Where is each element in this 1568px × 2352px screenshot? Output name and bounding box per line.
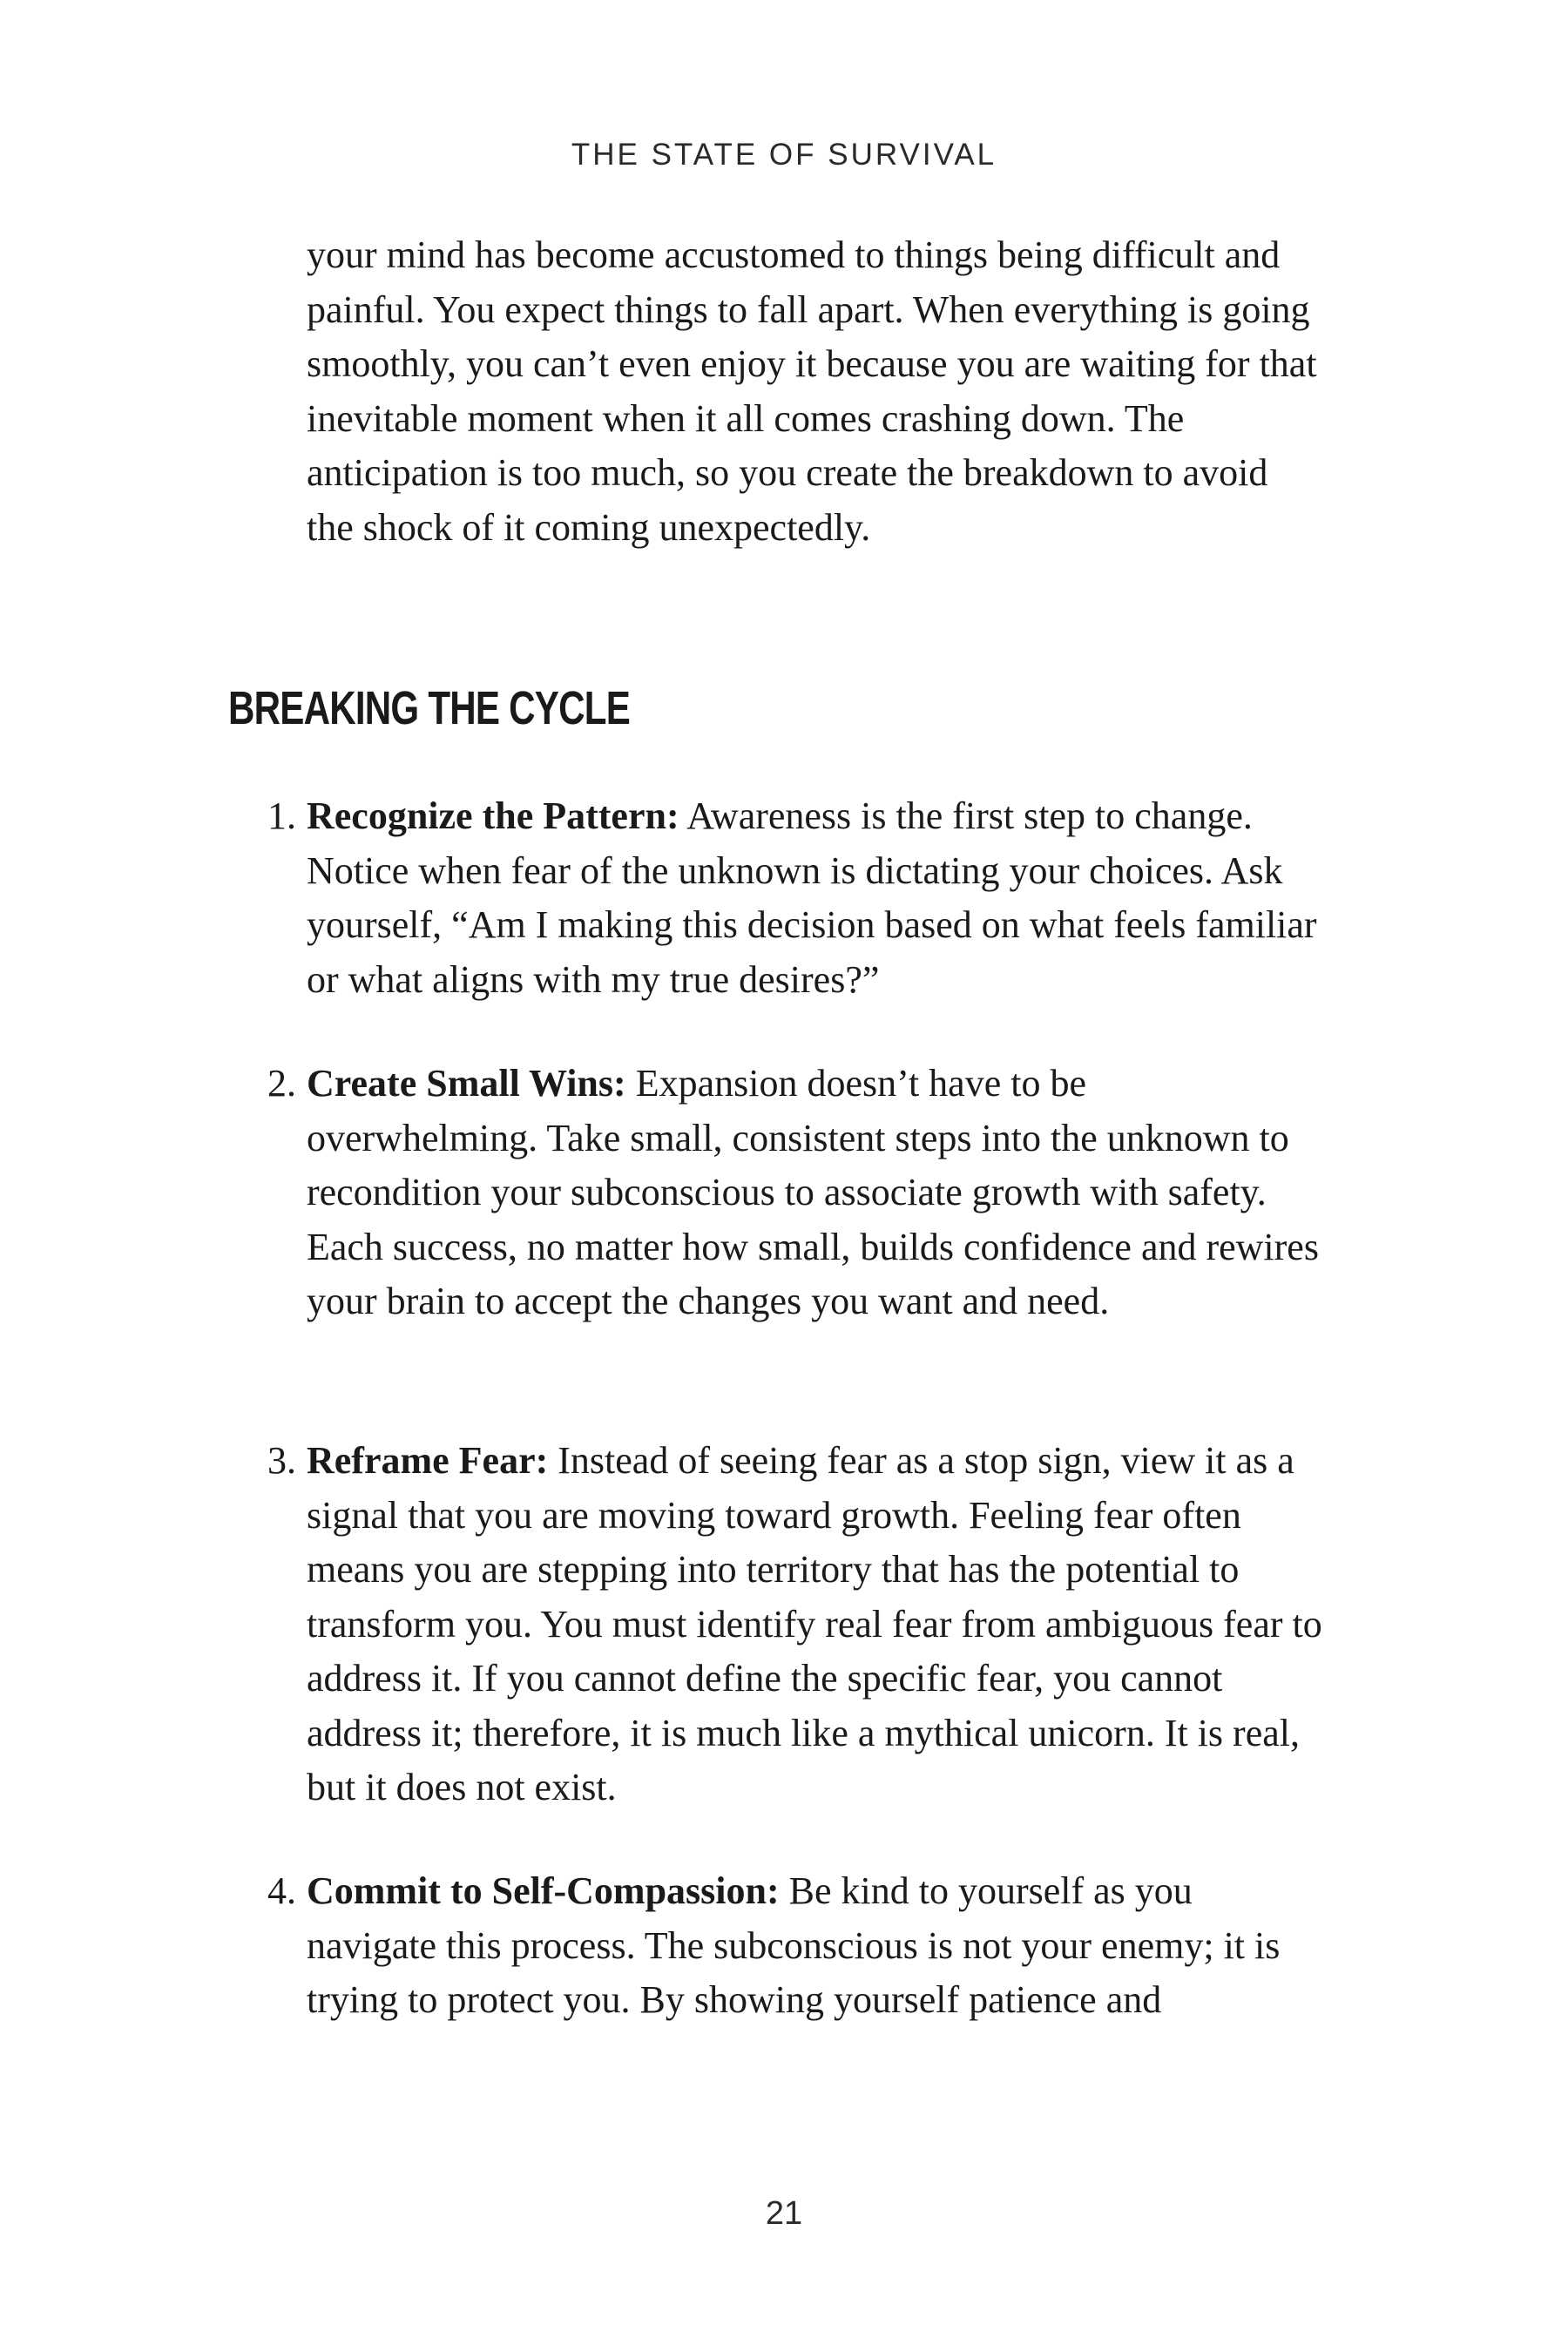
list-item: [267, 789, 1326, 1007]
page-number: 21: [765, 2195, 803, 2232]
section-heading: BREAKING THE CYCLE: [228, 682, 631, 734]
list-item-title: Reframe Fear:: [307, 1439, 549, 1482]
list-item-text: Instead of seeing fear as a stop sign, view it as a signal that you are moving toward growth. Feeling fear often means you are stepping into territory that has the potential to transform you. You must identify real fear from ambiguous fear to address it. If you cannot define the specific fear, you cannot address it; therefore, it is much like a mythical unicorn. It is real, but it does not exist.: [307, 1439, 1322, 1808]
list-item-title: Recognize the Pattern:: [307, 794, 679, 837]
list-item-number: 2.: [267, 1062, 296, 1105]
list-item-text: Be kind to yourself as you navigate this process. The subconscious is not your enemy; it is trying to protect you. By showing yourself patience and: [307, 1869, 1281, 2021]
list-item: [267, 1434, 1326, 1815]
running-header: THE STATE OF SURVIVAL: [571, 138, 997, 172]
intro-paragraph: your mind has become accustomed to things being difficult and painful. You expect things to fall apart. When everything is going smoothly, you can’t even enjoy it because you are waiting for that inevitable moment when it all comes crashing down. The anticipation is too much, so you create the breakdown to avoid the shock of it coming unexpectedly.: [307, 233, 1317, 549]
list-item-number: 1.: [267, 794, 296, 837]
list-item: [267, 1057, 1326, 1329]
list-item-text: Expansion doesn’t have to be overwhelming. Take small, consistent steps into the unknown to recondition your subconscious to associate growth with safety. Each success, no matter how small, builds confidence and rewires your brain to accept the changes you want and need.: [307, 1062, 1319, 1322]
list-item-number: 4.: [267, 1869, 296, 1912]
list-item-number: 3.: [267, 1439, 296, 1482]
list-item-text: Awareness is the first step to change. Notice when fear of the unknown is dictating your choices. Ask yourself, “Am I making this decision based on what feels familiar or what aligns with my true desires?”: [307, 794, 1317, 1001]
list-item-title: Commit to Self-Compassion:: [307, 1869, 780, 1912]
list-item: [267, 1864, 1326, 2028]
list-item-title: Create Small Wins:: [307, 1062, 626, 1105]
